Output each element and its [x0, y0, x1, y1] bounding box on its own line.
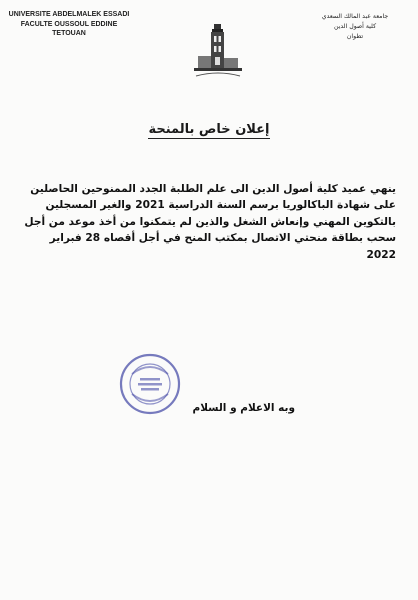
faculty-logo — [190, 20, 246, 100]
body-line-4: سحب بطاقة منحتي الاتصال بمكتب المنح في أجل أقصاه 28 فبراير — [49, 232, 396, 245]
header-ar-line-3: تطوان — [346, 33, 364, 40]
body-line-5: 2022 — [366, 248, 396, 261]
announcement-body — [24, 181, 396, 263]
announcement-title-text: إعلان خاص بالمنحة — [148, 122, 270, 137]
body-line-3: بالتكوين المهني وإنعاش الشغل والذين لم يتمكنوا من أخذ موعد من أجل — [24, 215, 396, 228]
official-stamp — [118, 352, 182, 416]
header-ar-line-2: كلية أصول الدين — [333, 23, 377, 30]
header-fr-line-1: UNIVERSITE ABDELMALEK ESSADI — [8, 11, 130, 18]
university-header-fr — [8, 10, 130, 39]
header-fr-line-2: FACULTE OUSSOUL EDDINE — [20, 20, 118, 28]
body-line-1: ينهي عميد كلية أصول الدين الى علم الطلبة الجدد الممنوحين الحاصلين — [30, 183, 396, 195]
body-line-2: على شهادة الباكالوريا برسم السنة الدراسية 2021 والغير المسجلين — [45, 199, 396, 212]
university-header-ar — [300, 12, 410, 42]
header-fr-line-3: TETOUAN — [52, 30, 86, 37]
header-ar-line-1: جامعة عبد المالك السعدي — [321, 13, 389, 20]
announcement-title — [0, 118, 418, 137]
closing-text: وبه الاعلام و السلام — [192, 402, 295, 414]
